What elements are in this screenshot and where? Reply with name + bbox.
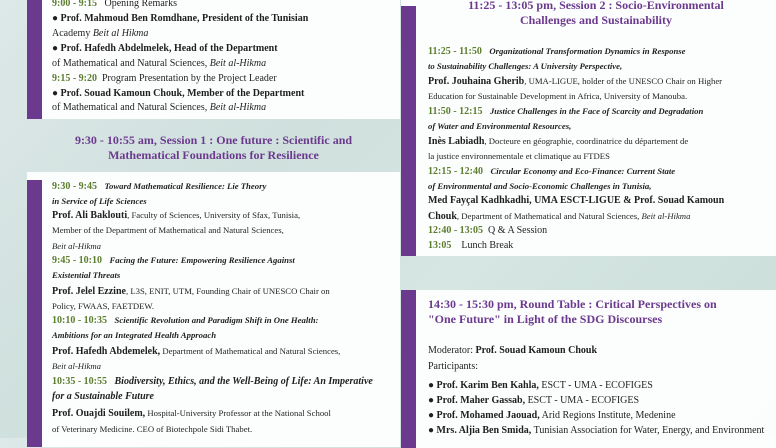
round-table-panel — [401, 290, 776, 448]
opening-panel — [27, 0, 400, 119]
session1-panel — [27, 172, 400, 447]
participant-1: ● Prof. Karim Ben Kahla, ESCT - UMA - ECOFIGES — [428, 380, 653, 391]
s1-talk1-speaker: Prof. Ali Baklouti, Faculty of Sciences, University of Sfax, Tunisia, — [52, 210, 301, 221]
opening-speaker-1: ● Prof. Mahmoud Ben Romdhane, President of the Tunisian — [52, 13, 309, 24]
round-table-accent-bar — [401, 290, 416, 448]
round-table-heading: 14:30 - 15:30 pm, Round Table : Critical Perspectives on "One Future" in Light of the SDG Discourses — [428, 297, 717, 326]
opening-time: 9:00 - 9:15 — [52, 0, 97, 9]
s1-talk2-aff: Policy, FWAAS, FAETDEW. — [52, 301, 154, 311]
s1-talk3-row: 10:10 - 10:35 Scientific Revolution and Paradigm Shift in One Health: — [52, 315, 319, 326]
s2-talk1-aff: Education for Sustainable Development in Africa, University of Manouba. — [428, 91, 688, 101]
s2-lunch-row: 13:05 Lunch Break — [428, 240, 514, 251]
opening-time-row — [52, 0, 177, 10]
s2-talk1-speaker: Prof. Jouhaina Gherib, UMA-LIGUE, holder of the UNESCO Chair on Higher — [428, 76, 723, 87]
s2-talk3-speakers: Med Fayçal Kadhkadhi, UMA ESCT-LIGUE & Prof. Souad Kamoun — [428, 195, 725, 206]
program-label: Program Presentation by the Project Leader — [102, 73, 277, 84]
participant-3: ● Prof. Mohamed Jaouad, Arid Regions Institute, Medenine — [428, 410, 676, 421]
s2-talk1-row: 11:25 - 11:50 Organizational Transformation Dynamics in Response — [428, 46, 686, 57]
participant-4: ● Mrs. Aljia Ben Smida, Tunisian Association for Water, Energy, and Environment — [428, 425, 765, 436]
s2-talk2-title: of Water and Environmental Resources, — [428, 121, 572, 131]
session1-heading: 9:30 - 10:55 am, Session 1 : One future : Scientific and Mathematical Foundations for Resilience — [74, 133, 353, 162]
s1-talk4-row: 10:35 - 10:55 Biodiversity, Ethics, and the Well-Being of Life: An Imperative — [52, 376, 373, 387]
program-speaker-aff: of Mathematical and Natural Sciences, Beit al-Hikma — [52, 102, 267, 113]
s1-talk2-title: Existential Threats — [52, 270, 121, 280]
s2-talk3-row: 12:15 - 12:40 Circular Economy and Eco-Finance: Current State — [428, 166, 676, 177]
s1-talk4-title: for a Sustainable Future — [52, 391, 154, 402]
s2-talk1-title: to Sustainability Challenges: A University Perspective, — [428, 61, 623, 71]
s1-talk3-title: Ambitions for an Integrated Health Approach — [52, 330, 217, 340]
opening-speaker-2: ● Prof. Hafedh Abdelmelek, Head of the Department — [52, 43, 278, 54]
s2-talk2-aff: la justice environnementale et climatique au FTDES — [428, 151, 610, 161]
s1-talk3-speaker: Prof. Hafedh Abdemelek, Department of Mathematical and Natural Sciences, — [52, 346, 341, 357]
s1-talk1-title: in Service of Life Sciences — [52, 196, 147, 206]
program-time-row — [52, 73, 277, 85]
session2-accent-bar — [401, 6, 416, 256]
session2-heading: 11:25 - 13:05 pm, Session 2 : Socio-Environmental Challenges and Sustainability — [468, 0, 724, 27]
s2-qa-row: 12:40 - 13:05 Q & A Session — [428, 225, 548, 236]
opening-label: Opening Remarks — [104, 0, 177, 9]
opening-accent-bar — [27, 0, 42, 119]
s1-talk1-row: 9:30 - 9:45 Toward Mathematical Resilience: Lie Theory — [52, 181, 267, 192]
session1-accent-bar — [27, 180, 42, 447]
s2-talk3-title: of Environmental and Socio-Economic Challenges in Tunisia, — [428, 181, 652, 191]
opening-speaker-1-aff: Academy Beit al Hikma — [52, 28, 149, 39]
s1-talk2-speaker: Prof. Jelel Ezzine, L3S, ENIT, UTM, Founding Chair of UNESCO Chair on — [52, 286, 330, 297]
program-speaker: ● Prof. Souad Kamoun Chouk, Member of the Department — [52, 88, 305, 99]
s1-talk3-aff: Beit al-Hikma — [52, 361, 101, 371]
s2-talk2-speaker: Inès Labiadh, Docteure en géographie, coordinatrice du département de — [428, 136, 689, 147]
participants-label: Participants: — [428, 361, 478, 372]
participant-2: ● Prof. Maher Gassab, ESCT - UMA - ECOFIGES — [428, 395, 640, 406]
s2-talk2-row: 11:50 - 12:15 Justice Challenges in the Face of Scarcity and Degradation — [428, 106, 704, 117]
s1-talk1-aff: Member of the Department of Mathematical and Natural Sciences, — [52, 225, 284, 235]
moderator-row: Moderator: Prof. Souad Kamoun Chouk — [428, 345, 598, 356]
opening-speaker-2-aff: of Mathematical and Natural Sciences, Beit al-Hikma — [52, 58, 267, 69]
s1-talk2-row: 9:45 - 10:10 Facing the Future: Empowering Resilience Against — [52, 255, 295, 266]
s2-talk3-aff: Chouk, Department of Mathematical and Natural Sciences, Beit al-Hikma — [428, 211, 691, 222]
s1-talk4-aff: of Veterinary Medicine. CEO of Biotechpole Sidi Thabet. — [52, 424, 253, 434]
program-time: 9:15 - 9:20 — [52, 73, 97, 84]
session2-panel — [401, 0, 776, 256]
s1-talk1-aff-beit: Beit al-Hikma — [52, 241, 101, 251]
s1-talk4-speaker: Prof. Ouajdi Souilem, Hospital-University Professor at the National School — [52, 408, 331, 419]
